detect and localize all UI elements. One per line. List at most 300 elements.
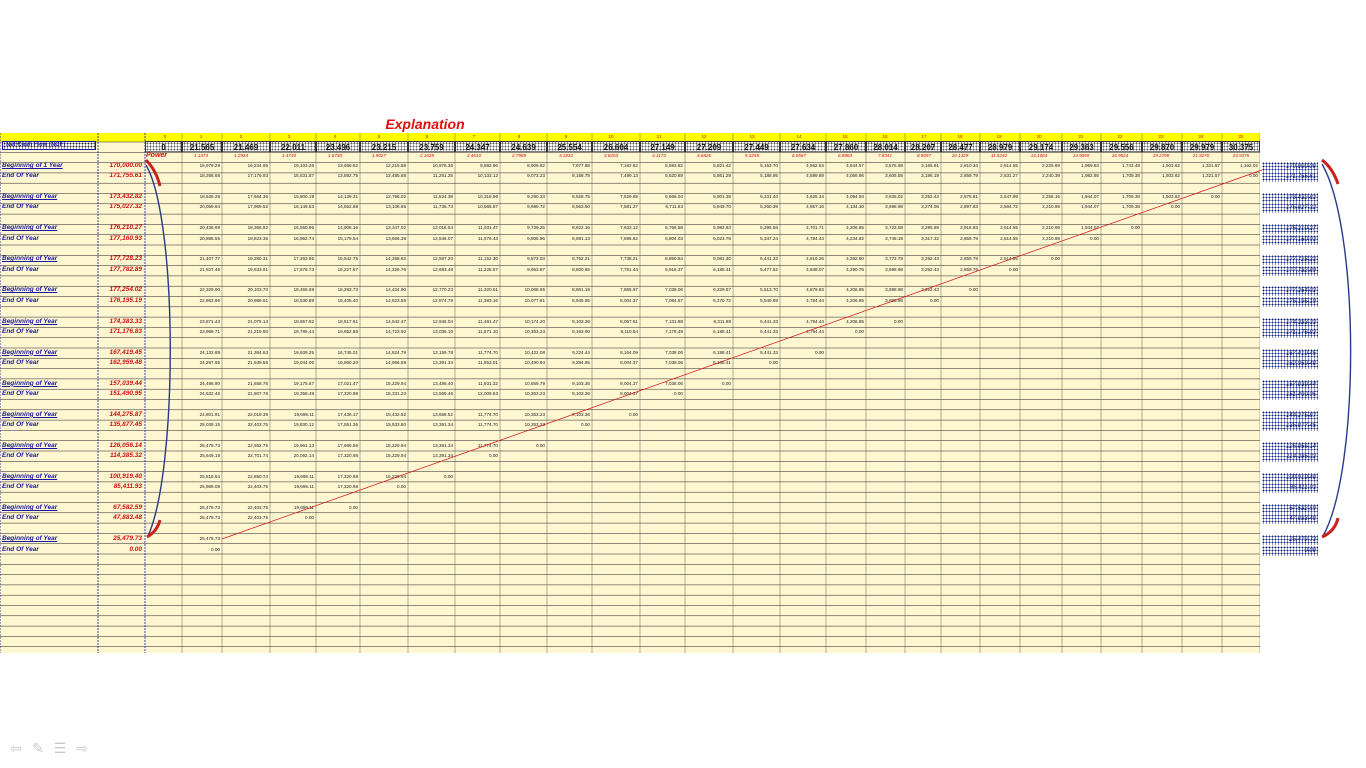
cell-value: 11,853.01 (477, 359, 498, 365)
cell-value: 11,461.47 (477, 318, 498, 324)
cell-value: 9,892.96 (480, 163, 498, 168)
cell-value: 22,403.75 (247, 505, 268, 511)
cell-value: 1,503.62 (1162, 163, 1180, 168)
col-index: 19 (996, 134, 1002, 139)
cell-value: 3,698.98 (885, 287, 903, 293)
cell-value: 4,784.44 (806, 328, 824, 334)
cell-value: 7,038.06 (665, 359, 683, 365)
cell-value: 7,581.27 (620, 204, 638, 210)
right-summary-value: 176,195.19 (1262, 297, 1318, 307)
power-value: 2.1639 (419, 153, 435, 158)
dotted-header-value: 25.554 (548, 143, 591, 152)
cell-value: 5,441.33 (760, 256, 778, 262)
dotted-header-value: 29.870 (1143, 143, 1181, 152)
cell-value: 0.00 (1171, 204, 1180, 210)
cell-value: 10,353.23 (524, 411, 545, 417)
end-of-year-label: End Of Year (2, 296, 39, 304)
cell-value: 12,485.68 (385, 173, 406, 179)
cell-value: 1,944.07 (1081, 225, 1099, 231)
cell-value: 25,479.73 (199, 442, 220, 448)
cell-value: 18,535.28 (199, 194, 220, 200)
cell-value: 11,774.70 (477, 349, 498, 355)
cell-value: 11,774.70 (477, 422, 498, 428)
cell-value: 13,347.02 (385, 225, 406, 231)
cell-value: 5,347.24 (760, 235, 778, 241)
cell-value: 2,210.99 (1042, 225, 1060, 231)
right-summary-value: 177,782.89 (1262, 266, 1318, 276)
cell-value: 5,477.52 (760, 266, 778, 272)
cell-value: 25,479.73 (199, 515, 220, 521)
dotted-header-value: 28.207 (906, 143, 940, 152)
cell-value: 5,296.58 (760, 225, 778, 231)
cell-value: 14,139.31 (337, 194, 358, 200)
cell-value: 3,196.19 (921, 173, 939, 179)
cell-value: 15,542.75 (337, 256, 358, 262)
right-summary-value: 177,728.23 (1262, 255, 1318, 265)
dotted-header-box (1182, 141, 1222, 152)
cell-value: 2,878.81 (960, 194, 978, 200)
cell-value: 21,658.76 (247, 380, 268, 386)
end-amount: 47,883.48 (113, 514, 142, 522)
end-of-year-label: End Of Year (2, 327, 39, 335)
cell-value: 25,649.19 (199, 453, 220, 459)
cell-value: 15,229.94 (385, 474, 406, 479)
cell-value: 12,683.48 (432, 266, 453, 272)
cell-value: 9,224.44 (572, 349, 590, 355)
dotted-header-value: 26.604 (593, 143, 639, 152)
cell-value: 13,391.34 (432, 442, 453, 448)
dotted-header-value: 27.860 (827, 143, 865, 152)
power-value: 19.2799 (1152, 153, 1170, 158)
cell-value: 11,571.10 (477, 328, 498, 334)
col-index: 16 (882, 134, 888, 139)
cell-value: 17,320.98 (337, 474, 358, 479)
end-amount: 114,385.32 (109, 452, 142, 460)
cell-value: 10,133.12 (477, 173, 498, 179)
cell-value: 13,658.52 (432, 411, 453, 417)
cell-value: 1,503.62 (1162, 194, 1180, 200)
beginning-of-year-label: Beginning of Year (2, 504, 58, 512)
cell-value: 4,262.80 (846, 256, 864, 262)
cell-value: 9,953.87 (527, 266, 545, 272)
cell-value: 21,539.56 (247, 359, 268, 365)
cell-value: 12,597.20 (432, 256, 453, 262)
dotted-header-box (941, 141, 980, 152)
beginning-of-year-label: Beginning of Year (2, 473, 58, 480)
cell-value: 4,206.85 (846, 297, 864, 303)
cell-value: 4,206.85 (846, 287, 864, 293)
header-left-label: Net Cash Flow (NCF) (6, 142, 66, 148)
cell-value: 3,575.98 (885, 163, 903, 168)
cell-value: 16,860.20 (337, 359, 358, 365)
cell-value: 24,297.95 (199, 359, 220, 365)
cell-value: 8,681.13 (572, 235, 590, 241)
cell-value: 17,263.65 (293, 256, 314, 262)
right-summary-value: 151,490.95 (1262, 390, 1318, 400)
cell-value: 21,927.46 (199, 266, 220, 272)
cell-value: 4,657.16 (806, 204, 824, 210)
cell-value: 24,801.91 (199, 411, 220, 417)
cell-value: 15,331.23 (385, 391, 406, 396)
cell-value: 8,110.84 (620, 328, 638, 334)
cell-value: 4,784.44 (806, 297, 824, 303)
right-summary-value: 144,275.87 (1262, 411, 1318, 421)
dotted-header-value: 30.375 (1223, 143, 1259, 152)
cell-value: 17,320.98 (337, 453, 358, 459)
cell-value: 0.00 (211, 546, 220, 552)
cell-value: 23,871.43 (199, 318, 220, 324)
right-summary-value: 177,254.02 (1262, 286, 1318, 296)
cell-value: 2,240.39 (1042, 173, 1060, 179)
beginning-amount: 25,479.73 (113, 535, 142, 543)
cell-value: 5,982.63 (713, 225, 731, 231)
cell-value: 1,982.86 (1081, 173, 1099, 179)
cell-value: 18,785.44 (293, 328, 314, 334)
right-summary-value: 85,411.93 (1262, 483, 1318, 493)
cell-value: 17,676.73 (293, 266, 314, 272)
cell-value: 17,436.17 (337, 411, 358, 417)
col-index: 8 (517, 134, 521, 139)
cell-value: 9,699.72 (527, 204, 545, 210)
beginning-of-year-label: Beginning of Year (2, 410, 58, 418)
cell-value: 1,969.93 (1081, 163, 1099, 168)
cell-value: 6,620.69 (665, 173, 683, 179)
cell-value: 13,391.34 (432, 453, 453, 459)
beginning-amount: 67,582.59 (113, 504, 142, 512)
cell-value: 4,784.44 (806, 318, 824, 324)
right-summary-value: 170,000.00 (1262, 162, 1318, 172)
forward-arrow-icon[interactable]: ⇨ (76, 740, 88, 756)
cell-value: 16,745.01 (337, 349, 358, 355)
end-amount: 151,490.95 (109, 390, 142, 397)
cell-value: 24,132.89 (199, 349, 220, 355)
cell-value: 17,551.36 (337, 422, 358, 428)
cell-value: 20,436.69 (199, 225, 220, 231)
cell-value: 19,358.48 (293, 391, 314, 396)
dotted-header-value: 29.979 (1183, 143, 1221, 152)
cell-value: 0.00 (1211, 194, 1220, 200)
cell-value: 11,774.70 (477, 442, 498, 448)
dotted-header-value: 21.469 (223, 143, 269, 152)
end-of-year-label: End Of Year (2, 265, 39, 273)
cell-value: 14,552.88 (337, 204, 358, 210)
cell-value: 0.00 (444, 474, 453, 479)
pen-icon[interactable]: ✎ (32, 740, 44, 756)
cell-value: 9,805.96 (527, 235, 545, 241)
cell-value: 5,153.70 (760, 163, 778, 168)
cell-value: 4,816.26 (806, 256, 824, 262)
cell-value: 3,252.43 (921, 256, 939, 262)
power-value: 21.9270 (1192, 153, 1210, 158)
cell-value: 1,321.57 (1202, 173, 1220, 179)
col-index: 23 (1158, 134, 1164, 139)
cell-value: 19,175.67 (293, 380, 314, 386)
cell-value: 4,066.96 (846, 173, 864, 179)
cell-value: 16,234.95 (247, 163, 268, 168)
cell-value: 8,622.16 (572, 225, 590, 231)
cell-value: 18,366.82 (247, 225, 268, 231)
cell-value: 17,176.93 (247, 173, 268, 179)
cell-value: 6,766.58 (665, 225, 683, 231)
dotted-header-value: 27.149 (641, 143, 684, 152)
beginning-of-year-label: Beginning of Year (2, 379, 58, 387)
cell-value: 12,770.23 (432, 287, 453, 293)
cell-value: 4,784.44 (806, 235, 824, 241)
cell-value: 4,599.89 (806, 173, 824, 179)
power-value: 16.9524 (1111, 153, 1129, 158)
cell-value: 9,284.95 (572, 359, 590, 365)
cell-value: 20,092.14 (293, 453, 314, 459)
cell-value: 0.00 (674, 391, 683, 396)
cell-value: 1,162.02 (1240, 163, 1258, 168)
power-value: 1.2934 (233, 153, 249, 158)
cell-value: 13,892.75 (337, 173, 358, 179)
cell-value: 19,280.31 (247, 256, 268, 262)
end-amount: 85,411.93 (113, 483, 142, 491)
cell-value: 1,709.38 (1122, 173, 1140, 179)
dotted-header-box (1062, 141, 1101, 152)
beginning-of-year-label: Beginning of Year (2, 286, 58, 294)
cell-value: 10,353.23 (524, 328, 545, 334)
dotted-header-box (1222, 141, 1260, 152)
cell-value: 12,215.58 (385, 163, 406, 168)
cell-value: 11,735.73 (432, 204, 453, 210)
cell-value: 10,077.81 (524, 297, 545, 303)
cell-value: 3,252.43 (921, 287, 939, 293)
power-value: 3.1832 (558, 153, 574, 158)
end-amount: 135,877.45 (109, 421, 142, 429)
cell-value: 18,266.68 (199, 173, 220, 179)
end-amount: 175,027.32 (109, 203, 142, 211)
cell-value: 13,035.10 (432, 328, 453, 334)
dotted-header-box (316, 141, 360, 152)
dotted-header-box (547, 141, 592, 152)
cell-value: 9,103.36 (572, 411, 590, 417)
cell-value: 13,159.78 (432, 349, 453, 355)
end-of-year-label: End Of Year (2, 421, 39, 429)
cell-value: 22,850.74 (247, 474, 268, 479)
dotted-header-box (685, 141, 733, 152)
dotted-header-value: 24.347 (456, 143, 499, 152)
cell-value: 4,234.82 (846, 235, 864, 241)
cell-value: 25,479.73 (199, 536, 220, 542)
cell-value: 6,666.04 (665, 194, 683, 200)
cell-value: 7,038.06 (665, 287, 683, 293)
col-index: 7 (472, 134, 476, 139)
dotted-header-value: 23.759 (409, 143, 454, 152)
col-index: 14 (796, 134, 802, 139)
cell-value: 2,547.99 (1000, 194, 1018, 200)
cell-value: 21,219.50 (247, 328, 268, 334)
col-index: 24 (1198, 134, 1204, 139)
menu-icon[interactable]: ☰ (53, 740, 67, 756)
dotted-header-box (866, 141, 905, 152)
cell-value: 22,403.75 (247, 484, 268, 490)
cell-value: 6,188.41 (713, 328, 731, 334)
col-index: 0 (163, 134, 167, 139)
beginning-amount: 167,419.45 (109, 348, 142, 356)
cell-value: 13,391.34 (432, 359, 453, 365)
cell-value: 22,403.75 (247, 515, 268, 521)
cell-value: 10,490.94 (524, 359, 545, 365)
right-summary-value: 171,176.83 (1262, 328, 1318, 338)
cell-value: 19,830.12 (293, 422, 314, 428)
cell-value: 8,004.37 (620, 391, 638, 396)
right-summary-value: 114,385.32 (1262, 452, 1318, 462)
cell-value: 25,818.64 (199, 474, 220, 479)
cell-value: 3,748.18 (885, 235, 903, 241)
power-value: 8.9097 (916, 153, 932, 158)
power-value: 1.6730 (327, 153, 343, 158)
dotted-header-value: 29.556 (1102, 143, 1141, 152)
cell-value: 9,163.90 (572, 328, 590, 334)
cell-value: 13,391.34 (432, 422, 453, 428)
cell-value: 2,255.16 (1042, 194, 1060, 200)
cell-value: 2,859.79 (960, 235, 978, 241)
beginning-amount: 176,210.27 (109, 224, 142, 232)
cell-value: 6,593.82 (665, 163, 683, 168)
dotted-header-value: 23.215 (361, 143, 407, 152)
cell-value: 19,699.11 (293, 474, 314, 479)
dotted-header-box (905, 141, 941, 152)
cell-value: 13,106.65 (385, 204, 406, 210)
beginning-amount: 173,432.82 (109, 193, 142, 201)
cell-value: 16,652.85 (337, 328, 358, 334)
cell-value: 0.00 (894, 318, 903, 324)
cell-value: 0.00 (489, 453, 498, 459)
cell-value: 7,738.21 (620, 256, 638, 262)
end-of-year-label: End Of Year (2, 234, 39, 242)
cell-value: 15,800.19 (293, 194, 314, 200)
dotted-header-value: 27.449 (734, 143, 779, 152)
cell-value: 8,004.37 (620, 297, 638, 303)
dotted-header-box (640, 141, 685, 152)
cell-value: 9,103.36 (572, 318, 590, 324)
end-of-year-label: End Of Year (2, 203, 39, 211)
cell-value: 8,752.21 (572, 256, 590, 262)
back-arrow-icon[interactable]: ⇦ (10, 740, 22, 756)
beginning-of-year-label: Beginning of Year (2, 348, 58, 356)
cell-value: 19,699.11 (293, 505, 314, 511)
cell-value: 22,552.75 (247, 442, 268, 448)
cell-value: 6,188.41 (713, 359, 731, 365)
power-value: 24.9376 (1232, 153, 1250, 158)
dotted-header-value: 0 (146, 143, 181, 152)
cell-value: 2,210.99 (1042, 204, 1060, 210)
cell-value: 16,405.40 (337, 297, 358, 303)
cell-value: 1,321.57 (1202, 163, 1220, 168)
power-label: Power (146, 152, 168, 159)
col-index: 13 (749, 134, 755, 139)
cell-value: 0.00 (969, 287, 978, 293)
cell-value: 18,939.25 (293, 349, 314, 355)
cell-value: 5,549.89 (760, 297, 778, 303)
cell-value: 0.00 (536, 442, 545, 448)
dotted-header-box (182, 141, 222, 152)
cell-value: 7,084.87 (665, 297, 683, 303)
right-summary-value: 174,383.33 (1262, 318, 1318, 328)
cell-value: 10,318.96 (477, 194, 498, 200)
cell-value: 11,931.32 (477, 380, 498, 386)
dotted-header-value: 22.011 (271, 143, 315, 152)
col-index: 22 (1117, 134, 1123, 139)
cell-value: 15,229.94 (385, 442, 406, 448)
cell-value: 13,656.82 (337, 163, 358, 168)
cell-value: 7,038.06 (665, 380, 683, 386)
end-of-year-label: End Of Year (2, 358, 39, 366)
cell-value: 5,260.39 (760, 204, 778, 210)
power-value: 14.9059 (1072, 153, 1090, 158)
dotted-header-box (592, 141, 640, 152)
col-index: 21 (1078, 134, 1084, 139)
cell-value: 11,774.70 (477, 411, 498, 417)
col-index: 25 (1238, 134, 1244, 139)
cell-value: 4,625.34 (806, 194, 824, 200)
cell-value: 4,644.57 (846, 163, 864, 168)
cell-value: 5,231.44 (760, 194, 778, 200)
cell-value: 14,424.90 (385, 287, 406, 293)
cell-value: 6,311.88 (713, 318, 731, 324)
power-value: 1.4710 (281, 153, 297, 158)
cell-value: 3,165.91 (921, 163, 939, 168)
cell-value: 7,633.12 (620, 225, 638, 231)
cell-value: 25,989.09 (199, 484, 220, 490)
dotted-header-box (980, 141, 1020, 152)
beginning-amount: 144,275.87 (109, 410, 142, 418)
cell-value: 17,664.36 (247, 194, 268, 200)
cell-value: 2,810.34 (960, 163, 978, 168)
cell-value: 17,320.98 (337, 484, 358, 490)
beginning-of-year-label: Beginning of Year (2, 193, 58, 201)
dotted-header-value: 24.639 (501, 143, 546, 152)
right-summary-value: 157,039.44 (1262, 380, 1318, 390)
right-summary-value: 173,432.82 (1262, 193, 1318, 203)
cell-value: 12,016.54 (432, 225, 453, 231)
cell-value: 2,225.69 (1042, 163, 1060, 168)
end-amount: 162,959.48 (109, 358, 142, 366)
cell-value: 0.00 (1131, 225, 1140, 231)
cell-value: 4,206.85 (846, 318, 864, 324)
cell-value: 0.00 (769, 359, 778, 365)
right-summary-value: 25,479.73 (1262, 535, 1318, 545)
cell-value: 14,326.76 (385, 266, 406, 272)
beginning-of-year-label: Beginning of Year (2, 224, 58, 232)
dotted-header-box (733, 141, 780, 152)
beginning-of-year-label: Beginning of Year (2, 317, 58, 325)
beginning-amount: 126,056.14 (109, 441, 142, 449)
cell-value: 8,004.37 (620, 380, 638, 386)
dotted-header-value: 21.565 (183, 143, 221, 152)
right-summary-value: 126,056.14 (1262, 442, 1318, 452)
cell-value: 3,317.32 (921, 235, 939, 241)
cell-value: 8,800.65 (572, 266, 590, 272)
cell-value: 0.00 (349, 505, 358, 511)
cell-value: 10,559.79 (524, 380, 545, 386)
cell-value: 18,530.89 (293, 297, 314, 303)
dotted-header-box (455, 141, 500, 152)
right-summary-value: 176,210.27 (1262, 224, 1318, 234)
end-of-year-label: End Of Year (2, 452, 39, 460)
cell-value: 8,861.19 (572, 287, 590, 293)
cell-value: 3,252.43 (921, 194, 939, 200)
cell-value: 6,188.41 (713, 349, 731, 355)
cell-value: 6,804.03 (665, 235, 683, 241)
dotted-header-box (1142, 141, 1182, 152)
beginning-amount: 100,919.40 (109, 473, 142, 480)
beginning-of-year-label: Beginning of Year (2, 441, 58, 449)
right-summary-value: 177,160.93 (1262, 235, 1318, 245)
beginning-amount: 157,039.44 (109, 379, 142, 387)
